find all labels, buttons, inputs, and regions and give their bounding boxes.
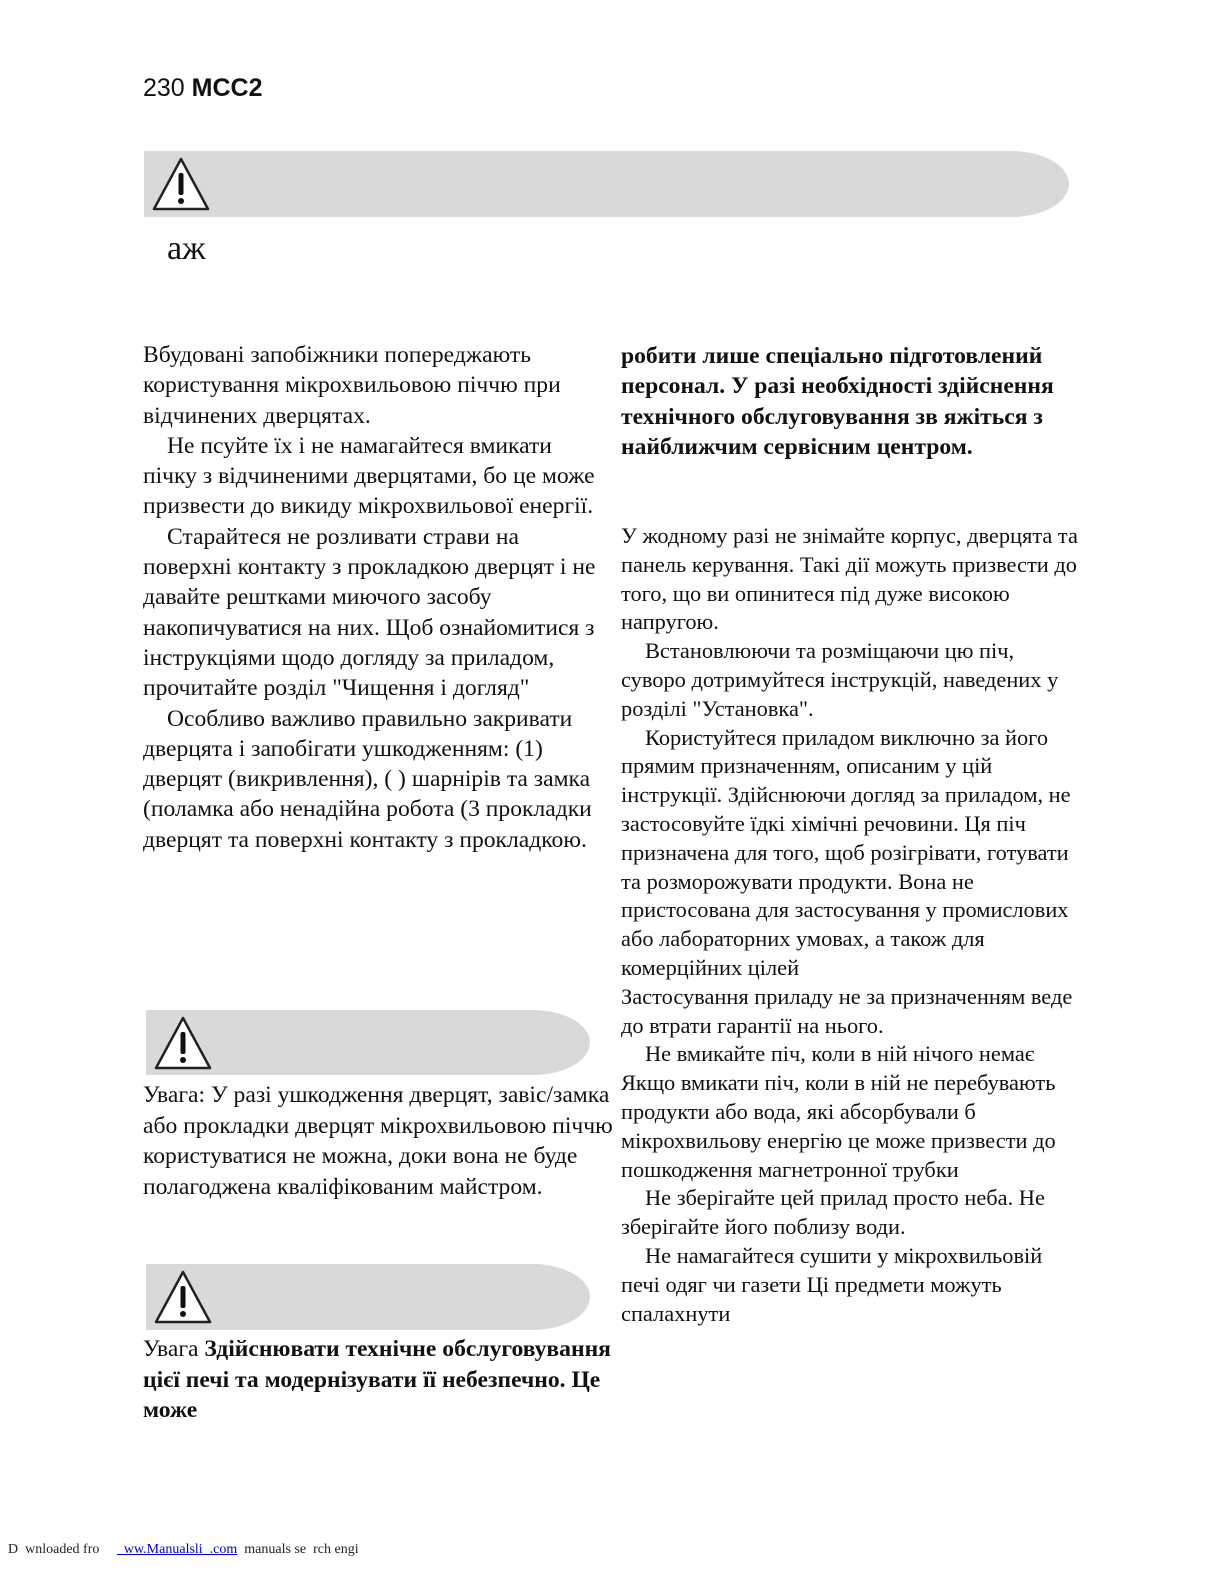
section-heading: аж: [167, 230, 206, 267]
paragraph: Вбудовані запобіжники попереджають користування мікрохвильовою піччю при відчинених дверцятах.: [143, 342, 561, 429]
warning-banner: [144, 151, 1069, 217]
download-footer: [8, 1542, 359, 1558]
paragraph: Не вмикайте піч, коли в ній нічого немає Якщо вмикати піч, коли в ній не перебувають продукти або вода, які абсорбували б мікрохвильову енергію це може призвести до пошкодження магнетронної трубки: [621, 1041, 1056, 1182]
warning-triangle-icon: [152, 1268, 214, 1326]
paragraph: Не псуйте їх і не намагайтеся вмикати пічку з відчиненими дверцятами, бо це може призвести до викиду мікрохвильової енергії.: [143, 432, 595, 520]
paragraph: Користуйтеся приладом виключно за його прямим призначенням, описаним у цій інструкції. Здійснюючи догляд за приладом, не застосовуйте їдкі хімічні речовини. Ця піч призначена для того, щоб розігрівати, готувати та розморожувати продукти. Вона не пристосована для застосування у промислових або лабораторних умовах, а також для комерційних цілей: [621, 724, 1071, 980]
bold-continuation: робити лише спеціально підготовлений персонал. У разі необхідності здійснення технічного обслуговування зв яжіться з найближчим сервісним центром.: [621, 343, 1054, 461]
warning-text: Увага: У разі ушкодження дверцят, завіс/замка або прокладки дверцят мікрохвильовою піччю користуватися не можна, доки вона не буде полагоджена кваліфікованим майстром.: [143, 1082, 613, 1200]
footer-suffix: manuals se rch engi: [237, 1542, 359, 1557]
page-header: [143, 74, 263, 103]
warning-triangle-icon: [152, 1014, 214, 1072]
warning-text: [143, 1334, 613, 1426]
right-column: [621, 522, 1081, 1328]
paragraph: Не зберігайте цей прилад просто неба. Не зберігайте його поблизу води.: [621, 1185, 1045, 1240]
warning-triangle-icon: [150, 155, 212, 213]
footer-prefix: D wnloaded fro: [8, 1542, 117, 1557]
left-column: [143, 340, 603, 855]
page-number: 230: [143, 74, 185, 102]
warning-bold-text: Здійснювати технічне обслуговування цієї печі та модернізувати її небезпечно. Це може: [143, 1336, 611, 1424]
paragraph: Встановлюючи та розміщаючи цю піч, суворо дотримуйтеся інструкцій, наведених у розділі "Установка".: [621, 638, 1059, 721]
paragraph: Застосування приладу не за призначенням веде до втрати гарантії на нього.: [621, 983, 1073, 1038]
warning-banner: [146, 1264, 590, 1330]
paragraph: У жодному разі не знімайте корпус, дверцята та панель керування. Такі дії можуть призвести до того, що ви опинитеся під дуже високою напругою.: [621, 523, 1078, 635]
warning-banner: [146, 1010, 590, 1075]
warning-label: Увага: [143, 1336, 205, 1362]
paragraph: Не намагайтеся сушити у мікрохвильовій печі одяг чи газети Ці предмети можуть спалахнути: [621, 1242, 1043, 1326]
paragraph: Старайтеся не розливати страви на поверхні контакту з прокладкою дверцят і не давайте рештками миючого засобу накопичуватися на них. Щоб ознайомитися з інструкціями щодо догляду за приладом, прочитайте розділ "Чищення і догляд": [143, 523, 596, 702]
manualslib-link[interactable]: ww.Manualsli .com: [116, 1542, 238, 1557]
paragraph: Особливо важливо правильно закривати дверцята і запобігати ушкодженням: (1) дверцят (викривлення), ( ) шарнірів та замка (поламка або ненадійна робота (3 прокладки дверцят та поверхні контакту з прокладкою.: [143, 705, 592, 853]
model-name: MCC2: [191, 74, 263, 102]
